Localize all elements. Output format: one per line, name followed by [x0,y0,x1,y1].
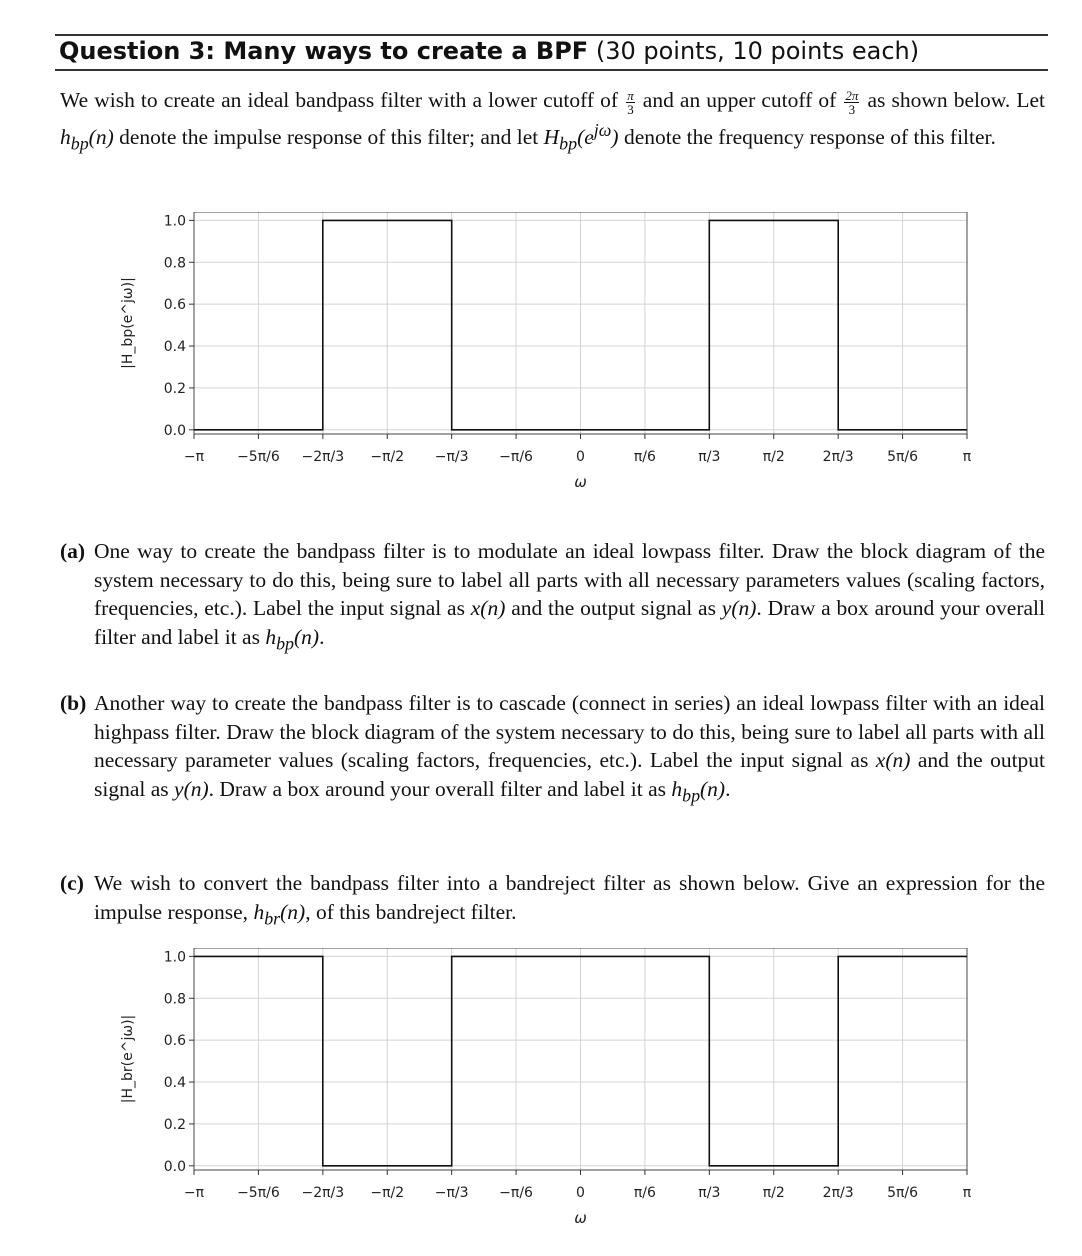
part-b-text-4: . [725,776,731,801]
chart1-x-tick-label: −2π/3 [301,1185,345,1201]
chart0-x-tick-label: −π [183,449,205,465]
hbp-symbol [60,124,114,154]
part-b-h-argument: (n) [700,776,726,801]
chart1-x-tick-label: −π [183,1185,205,1201]
part-b [60,689,1045,809]
chart0-x-tick-label: 2π/3 [822,449,854,465]
intro-text-5: denote the frequency response of this filter. [623,124,996,149]
part-a-h-subscript: bp [276,632,294,653]
Hbp-arg-close: ) [611,124,619,149]
part-b-h-subscript: bp [682,784,701,805]
Hbp-superscript: jω [593,119,612,140]
chart0-x-tick-label: 0 [576,449,585,465]
chart0-x-tick-label: −π/6 [499,449,533,465]
chart1-y-tick-label: 0.2 [163,1116,186,1133]
question-points: (30 points, 10 points each) [595,37,920,65]
hbp-argument: (n) [88,124,114,149]
top-rule [55,34,1048,36]
Hbp-subscript: bp [559,133,578,154]
part-c-text-1: We wish to convert the bandpass filter into a bandreject filter as shown below. Give an expression for the impulse response, [94,871,1045,924]
part-a-filter-symbol [265,624,320,653]
chart1-y-tick-label: 1.0 [163,949,186,966]
Hbp-symbol [543,119,619,154]
part-a-text-2: and the output signal as [511,596,716,620]
part-c-h-letter: h [253,899,265,924]
part-a-text [94,537,1045,657]
chart0-y-tick-label: 0.0 [163,422,186,439]
part-b-text [94,689,1045,809]
chart0-x-tick-label: 5π/6 [887,449,919,465]
part-a-label: (a) [60,539,86,563]
part-b-output-signal: y(n) [174,776,209,801]
part-c [60,869,1045,932]
upper-cutoff-denominator: 3 [848,101,856,117]
chart0-x-tick-label: π/3 [698,449,721,465]
part-a-text-4: . [319,624,325,649]
chart1-y-tick-label: 0.4 [163,1075,186,1092]
title-underline [55,69,1048,71]
chart0-x-axis-label: ω [574,473,587,491]
chart0-y-tick-label: 0.4 [163,339,186,356]
part-c-filter-symbol [253,899,306,928]
hbp-subscript: bp [70,133,89,154]
part-b-input-signal: x(n) [875,748,911,772]
chart1-y-tick-label: 0.6 [163,1033,186,1050]
lower-cutoff-denominator: 3 [627,101,634,117]
intro-paragraph [60,86,1045,158]
chart1-x-tick-label: −π/2 [370,1185,405,1201]
lower-cutoff-numerator: π [627,87,634,103]
part-a-output-signal: y(n) [721,596,757,620]
question-title-label: Question 3: Many ways to create a BPF [59,37,589,65]
part-c-text [94,869,1045,932]
intro-text-3: as shown below. Let [867,88,1046,112]
chart1-x-tick-label: π/3 [698,1185,721,1201]
hbp-letter: h [60,124,71,149]
chart0-y-tick-label: 0.2 [163,380,186,397]
part-a-h-argument: (n) [294,624,320,649]
part-c-h-argument: (n) [280,899,306,924]
bandpass-frequency-response-plot [110,212,990,502]
Hbp-letter: H [543,124,560,149]
chart1-y-axis-label: |H_br(e^jω)| [120,1014,136,1104]
chart0-y-axis-label: |H_bp(e^jω)| [120,277,136,369]
upper-cutoff-fraction [844,89,859,116]
part-b-text-1: Another way to create the bandpass filter is to cascade (connect in series) an ideal lowpass filter with an ideal highpass filter. Draw the block diagram of the system necessary to do this, being sure to label all parts with all necessary parameter values (scaling factors, frequencies, etc.). Label the input signal as [94,691,1045,772]
lower-cutoff-fraction [626,89,635,116]
chart1-x-tick-label: −π/3 [434,1185,469,1201]
chart0-x-tick-label: −2π/3 [301,449,345,465]
chart1-x-tick-label: −5π/6 [237,1185,280,1201]
part-a [60,537,1045,657]
chart1-x-tick-label: π/6 [633,1185,656,1201]
chart0-y-tick-label: 1.0 [163,213,186,230]
part-c-h-subscript: br [264,907,281,928]
intro-text-2: and an upper cutoff of [642,88,837,112]
chart1-x-tick-label: −π/6 [499,1185,533,1201]
part-b-label: (b) [60,691,87,715]
part-b-text-2: and the output signal as [94,748,1046,801]
Hbp-arg-open: (e [577,124,594,149]
chart1-x-tick-label: 2π/3 [822,1185,854,1201]
intro-text-4: denote the impulse response of this filter; and let [119,124,539,149]
chart0-x-tick-label: π [962,449,972,465]
part-b-h-letter: h [671,776,683,801]
chart0-y-tick-label: 0.8 [163,255,186,272]
part-c-label: (c) [60,871,84,895]
bandreject-frequency-response-plot [110,948,990,1238]
part-b-filter-symbol [671,776,726,805]
question-title [59,37,919,65]
chart0-x-tick-label: π/6 [633,449,656,465]
chart1-y-tick-label: 0.8 [163,991,186,1008]
chart0-y-tick-label: 0.6 [163,297,186,314]
part-a-input-signal: x(n) [470,596,506,620]
upper-cutoff-numerator: 2π [845,87,859,103]
chart1-y-tick-label: 0.0 [163,1158,186,1175]
chart1-x-axis-label: ω [574,1209,587,1227]
part-a-h-letter: h [265,624,277,649]
part-c-text-2: , of this bandreject filter. [305,899,517,924]
part-a-text-1: One way to create the bandpass filter is to modulate an ideal lowpass filter. Draw the block diagram of the system necessary to do this, being sure to label all parts with all necessary parameters values (scaling factors, frequencies, etc.). Label the input signal as [94,539,1045,620]
chart0-x-tick-label: −5π/6 [237,449,280,465]
intro-text-1: We wish to create an ideal bandpass filter with a lower cutoff of [60,88,619,112]
chart0-x-tick-label: −π/2 [370,449,405,465]
chart1-x-tick-label: π [962,1185,972,1201]
part-a-text-3: . Draw a box around your overall filter and label it as [94,596,1045,649]
chart1-x-tick-label: π/2 [762,1185,785,1201]
chart1-x-tick-label: 0 [576,1185,585,1201]
chart0-x-tick-label: π/2 [762,449,785,465]
part-b-text-3: . Draw a box around your overall filter and label it as [208,776,666,801]
chart1-x-tick-label: 5π/6 [887,1185,919,1201]
chart0-x-tick-label: −π/3 [434,449,469,465]
